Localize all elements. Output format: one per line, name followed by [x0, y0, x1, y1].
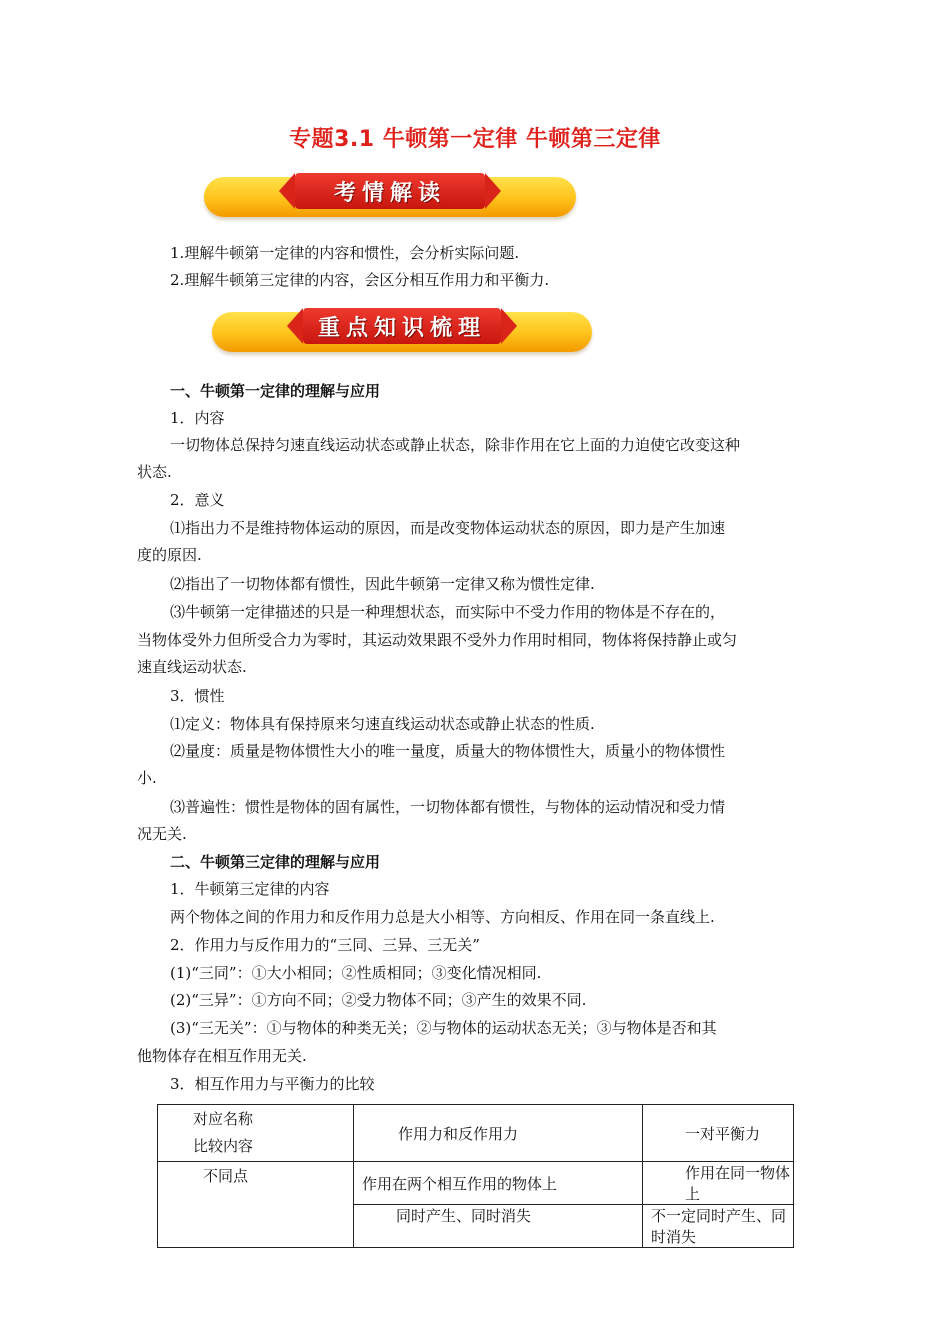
page-title: 专题3.1 牛顿第一定律 牛顿第三定律 [289, 127, 661, 152]
banner-plate [295, 173, 485, 209]
section1-heading: 一、牛顿第一定律的理解与应用 [170, 382, 381, 400]
objective-2: 2.理解牛顿第三定律的内容，会区分相互作用力和平衡力. [170, 271, 550, 289]
table-cell: 不一定同时产生、同时消失 [643, 1205, 794, 1248]
objective-1: 1.理解牛顿第一定律的内容和惯性，会分析实际问题. [170, 244, 520, 262]
header-label: 比较内容 [193, 1137, 254, 1155]
table-row-label: 不同点 [158, 1162, 354, 1248]
paragraph-line: 小. [137, 769, 157, 787]
paragraph-line: 况无关. [137, 825, 187, 843]
header-label: 对应名称 [193, 1110, 254, 1128]
subheading: 2．作用力与反作用力的“三同、三异、三无关” [170, 936, 480, 954]
section2-heading: 二、牛顿第三定律的理解与应用 [170, 853, 381, 871]
paragraph-line: ⑴指出力不是维持物体运动的原因，而是改变物体运动状态的原因，即力是产生加速 [170, 519, 726, 537]
paragraph-line: 他物体存在相互作用无关. [137, 1047, 307, 1065]
paragraph-line: 当物体受外力但所受合力为零时，其运动效果跟不受外力作用时相同，物体将保持静止或匀 [137, 631, 738, 649]
paragraph-line: (1)“三同”：①大小相同；②性质相同；③变化情况相同. [170, 964, 542, 982]
subheading: 2．意义 [170, 491, 225, 509]
table-header-cell: 一对平衡力 [643, 1105, 794, 1162]
banner-plate [303, 308, 501, 344]
comparison-table [157, 1104, 794, 1248]
subheading: 3．相互作用力与平衡力的比较 [170, 1075, 375, 1093]
table-header-cell: 作用力和反作用力 [354, 1105, 643, 1162]
paragraph-line: (3)“三无关”：①与物体的种类无关；②与物体的运动状态无关；③与物体是否和其 [170, 1019, 717, 1037]
section-banner-exam-analysis [204, 177, 576, 217]
paragraph-line: ⑵量度：质量是物体惯性大小的唯一量度，质量大的物体惯性大，质量小的物体惯性 [170, 742, 726, 760]
paragraph-line: (2)“三异”：①方向不同；②受力物体不同；③产生的效果不同. [170, 991, 587, 1009]
paragraph-line: ⑶牛顿第一定律描述的只是一种理想状态，而实际中不受力作用的物体是不存在的， [170, 603, 726, 621]
section-banner-key-knowledge [212, 312, 592, 352]
paragraph-line: ⑵指出了一切物体都有惯性，因此牛顿第一定律又称为惯性定律. [170, 575, 595, 593]
paragraph-line: 速直线运动状态. [137, 658, 247, 676]
subheading: 1．内容 [170, 409, 225, 427]
subheading: 1．牛顿第三定律的内容 [170, 880, 330, 898]
paragraph-line: 两个物体之间的作用力和反作用力总是大小相等、方向相反、作用在同一条直线上. [170, 908, 715, 926]
subheading: 3．惯性 [170, 687, 225, 705]
table-row [158, 1162, 794, 1205]
table-header-row [158, 1105, 794, 1162]
banner-label: 考情解读 [333, 180, 446, 206]
paragraph-line: ⑴定义：物体具有保持原来匀速直线运动状态或静止状态的性质. [170, 715, 595, 733]
paragraph-line: 一切物体总保持匀速直线运动状态或静止状态，除非作用在它上面的力迫使它改变这种 [170, 436, 741, 454]
table-cell: 作用在同一物体上 [643, 1162, 794, 1205]
paragraph-line: 度的原因. [137, 546, 202, 564]
banner-label: 重点知识梳理 [317, 315, 486, 341]
paragraph-line: 状态. [137, 463, 172, 481]
table-cell: 同时产生、同时消失 [354, 1205, 643, 1248]
paragraph-line: ⑶普遍性：惯性是物体的固有属性，一切物体都有惯性，与物体的运动情况和受力情 [170, 798, 726, 816]
table-cell: 作用在两个相互作用的物体上 [354, 1162, 643, 1205]
table-header-cell [158, 1105, 354, 1162]
